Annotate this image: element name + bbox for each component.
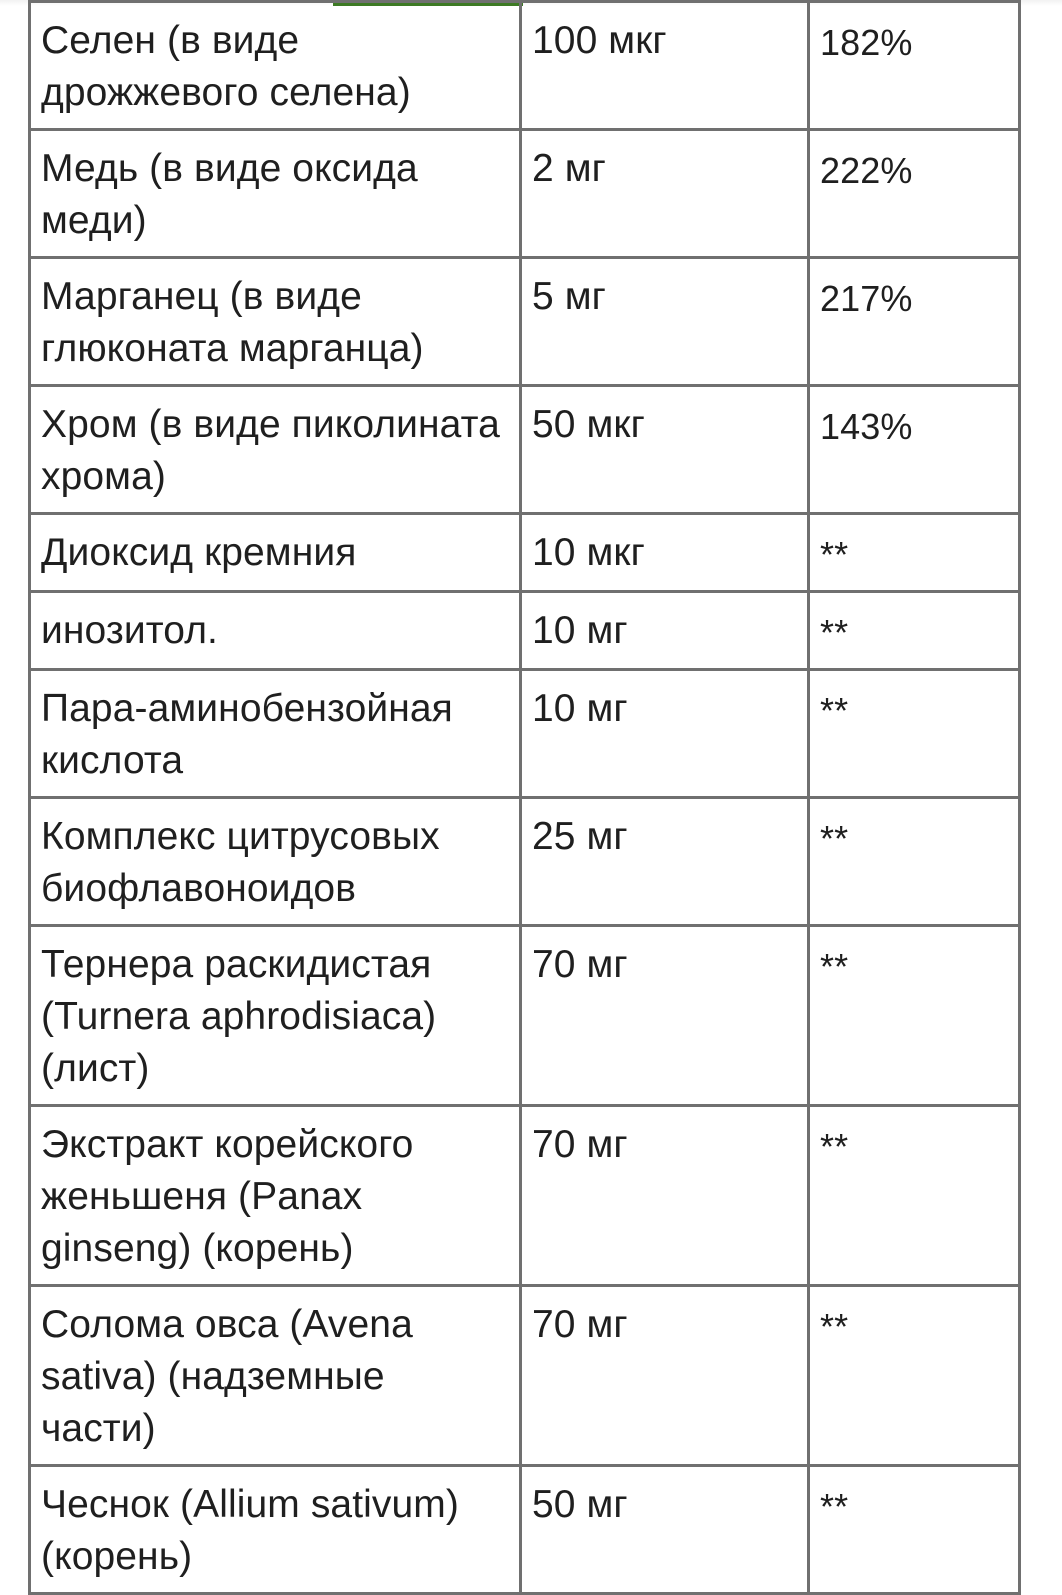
table-row xyxy=(30,670,1020,798)
table-row xyxy=(30,258,1020,386)
ingredient-amount: 50 мкг xyxy=(521,386,809,514)
ingredient-amount: 10 мг xyxy=(521,670,809,798)
table-row xyxy=(30,130,1020,258)
ingredient-name: Селен (в виде дрожжевого селена) xyxy=(30,2,521,130)
ingredient-name: Экстракт корейского женьшеня (Panax ginseng) (корень) xyxy=(30,1106,521,1286)
ingredient-name: Пара-аминобензойная кислота xyxy=(30,670,521,798)
table-row xyxy=(30,926,1020,1106)
ingredient-amount: 25 мг xyxy=(521,798,809,926)
ingredient-amount: 10 мкг xyxy=(521,514,809,592)
ingredient-name: Медь (в виде оксида меди) xyxy=(30,130,521,258)
ingredient-amount: 100 мкг xyxy=(521,2,809,130)
ingredient-name: Марганец (в виде глюконата марганца) xyxy=(30,258,521,386)
ingredient-name: Чеснок (Allium sativum) (корень) xyxy=(30,1466,521,1594)
daily-value: 143% xyxy=(809,386,1020,514)
daily-value: 222% xyxy=(809,130,1020,258)
ingredient-amount: 70 мг xyxy=(521,1286,809,1466)
ingredient-name: Тернера раскидистая (Turnera aphrodisiaca) (лист) xyxy=(30,926,521,1106)
daily-value: ** xyxy=(809,1286,1020,1466)
daily-value: ** xyxy=(809,592,1020,670)
ingredient-name: Комплекс цитрусовых биофлавоноидов xyxy=(30,798,521,926)
ingredient-amount: 70 мг xyxy=(521,926,809,1106)
daily-value: ** xyxy=(809,1466,1020,1594)
daily-value: 217% xyxy=(809,258,1020,386)
ingredient-amount: 70 мг xyxy=(521,1106,809,1286)
ingredient-amount: 10 мг xyxy=(521,592,809,670)
supplement-facts-table xyxy=(28,0,1021,1595)
ingredient-name: Солома овса (Avena sativa) (надземные части) xyxy=(30,1286,521,1466)
daily-value: ** xyxy=(809,798,1020,926)
daily-value: ** xyxy=(809,514,1020,592)
daily-value: 182% xyxy=(809,2,1020,130)
daily-value: ** xyxy=(809,926,1020,1106)
table-row xyxy=(30,798,1020,926)
table-row xyxy=(30,2,1020,130)
daily-value: ** xyxy=(809,1106,1020,1286)
table-row xyxy=(30,1466,1020,1594)
table-row xyxy=(30,514,1020,592)
table-row xyxy=(30,1106,1020,1286)
daily-value: ** xyxy=(809,670,1020,798)
ingredient-name: Хром (в виде пиколината хрома) xyxy=(30,386,521,514)
ingredient-name: Диоксид кремния xyxy=(30,514,521,592)
table-row xyxy=(30,1286,1020,1466)
ingredient-amount: 50 мг xyxy=(521,1466,809,1594)
ingredient-amount: 2 мг xyxy=(521,130,809,258)
supplement-facts-table-container[interactable] xyxy=(28,0,1018,1595)
table-row xyxy=(30,386,1020,514)
ingredient-amount: 5 мг xyxy=(521,258,809,386)
table-row xyxy=(30,592,1020,670)
ingredient-name: инозитол. xyxy=(30,592,521,670)
